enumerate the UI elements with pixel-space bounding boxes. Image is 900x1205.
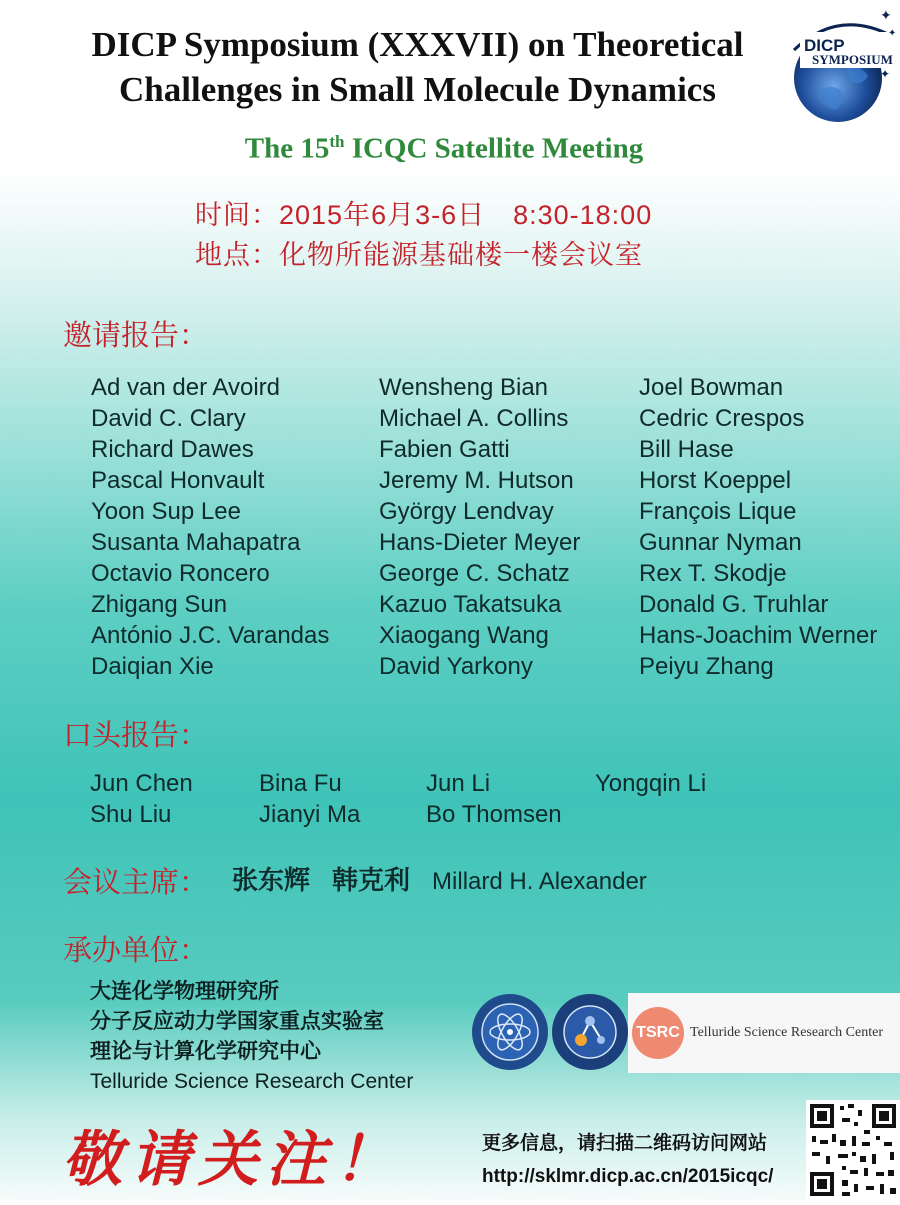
invited-column-3	[639, 372, 877, 682]
tsrc-badge: TSRC	[632, 1007, 684, 1059]
more-info-text: 更多信息，请扫描二维码访问网站	[482, 1133, 768, 1154]
speaker-name: Rex T. Skodje	[639, 560, 787, 587]
speaker-name: Octavio Roncero	[91, 560, 270, 587]
svg-text:✦: ✦	[880, 67, 891, 81]
speaker-name: Gunnar Nyman	[639, 529, 802, 556]
speaker-name: Hans-Dieter Meyer	[379, 529, 581, 556]
speaker-name: Michael A. Collins	[379, 405, 569, 432]
dicp-symposium-logo	[788, 6, 900, 156]
subtitle-suffix: ICQC Satellite Meeting	[344, 132, 644, 165]
speaker-name: Ad van der Avoird	[91, 374, 281, 401]
tsrc-name: Telluride Science Research Center	[690, 1025, 883, 1040]
host-item: 理论与计算化学研究中心	[90, 1040, 321, 1063]
invited-column-2	[379, 372, 580, 682]
speaker-name: Fabien Gatti	[379, 436, 510, 463]
speaker-name: Donald G. Truhlar	[639, 591, 829, 618]
speaker-name: Susanta Mahapatra	[91, 529, 301, 556]
svg-text:✦: ✦	[888, 28, 897, 39]
oral-speaker: Bo Thomsen	[426, 801, 562, 828]
speaker-name: David Yarkony	[379, 653, 533, 680]
speaker-name: Wensheng Bian	[379, 374, 549, 401]
speaker-name: Daiqian Xie	[91, 653, 214, 680]
speaker-name: António J.C. Varandas	[91, 622, 330, 649]
oral-speaker: Yongqin Li	[595, 770, 707, 797]
speaker-name: Richard Dawes	[91, 436, 254, 463]
speaker-name: Joel Bowman	[639, 374, 784, 401]
call-to-attend: 敬请关注！	[62, 1127, 402, 1193]
speaker-name: Horst Koeppel	[639, 467, 792, 494]
chairs-heading: 会议主席：	[63, 867, 209, 899]
oral-speaker: Jun Chen	[90, 770, 193, 797]
globe-icon	[788, 6, 900, 156]
website-url[interactable]: http://sklmr.dicp.ac.cn/2015icqc/	[482, 1166, 774, 1187]
chair-name: Millard H. Alexander	[432, 868, 647, 895]
logo-text-symposium: SYMPOSIUM	[812, 52, 893, 67]
subtitle	[0, 132, 888, 166]
speaker-name: Pascal Honvault	[91, 467, 265, 494]
speaker-name: Hans-Joachim Werner	[639, 622, 878, 649]
speaker-name: Jeremy M. Hutson	[379, 467, 574, 494]
logo-text-dicp: DICP	[804, 36, 845, 55]
speaker-name: Zhigang Sun	[91, 591, 228, 618]
speaker-name: George C. Schatz	[379, 560, 570, 587]
speaker-name: Kazuo Takatsuka	[379, 591, 562, 618]
speaker-name: Xiaogang Wang	[379, 622, 549, 649]
hosts-heading: 承办单位：	[63, 935, 209, 967]
oral-speaker: Shu Liu	[90, 801, 172, 828]
subtitle-prefix: The 15	[244, 132, 330, 165]
host-item: 分子反应动力学国家重点实验室	[90, 1010, 384, 1033]
subtitle-superscript: th	[329, 132, 345, 151]
chair-name: 张东辉	[232, 866, 311, 895]
oral-speaker: Jun Li	[426, 770, 491, 797]
speaker-name: Peiyu Zhang	[639, 653, 774, 680]
host-list	[90, 977, 413, 1097]
title-line-1: DICP Symposium (XXXVII) on Theoretical	[91, 25, 744, 64]
tsrc-logo-icon	[628, 993, 900, 1073]
svg-text:✦: ✦	[880, 7, 892, 23]
speaker-name: François Lique	[639, 498, 797, 525]
speaker-name: Bill Hase	[639, 436, 734, 463]
qr-code-icon	[806, 1100, 900, 1200]
oral-speaker: Bina Fu	[259, 770, 342, 797]
chair-name: 韩克利	[332, 866, 411, 895]
speaker-name: David C. Clary	[91, 405, 246, 432]
oral-heading: 口头报告：	[63, 720, 209, 752]
molecular-reaction-lab-seal-icon	[551, 993, 629, 1071]
invited-heading: 邀请报告：	[63, 320, 209, 352]
title-line-2: Challenges in Small Molecule Dynamics	[119, 70, 716, 109]
host-item: 大连化学物理研究所	[90, 980, 279, 1003]
time-info: 时间：2015年6月3-6日 8:30-18:00	[195, 200, 653, 230]
dicp-seal-icon	[471, 993, 549, 1071]
speaker-name: Yoon Sup Lee	[91, 498, 241, 525]
chairs-list	[232, 860, 647, 897]
oral-speaker: Jianyi Ma	[259, 801, 361, 828]
place-info: 地点：化物所能源基础楼一楼会议室	[195, 240, 643, 270]
speaker-name: György Lendvay	[379, 498, 554, 525]
speaker-name: Cedric Crespos	[639, 405, 805, 432]
invited-column-1	[91, 372, 329, 682]
host-item-english: Telluride Science Research Center	[90, 1070, 414, 1093]
